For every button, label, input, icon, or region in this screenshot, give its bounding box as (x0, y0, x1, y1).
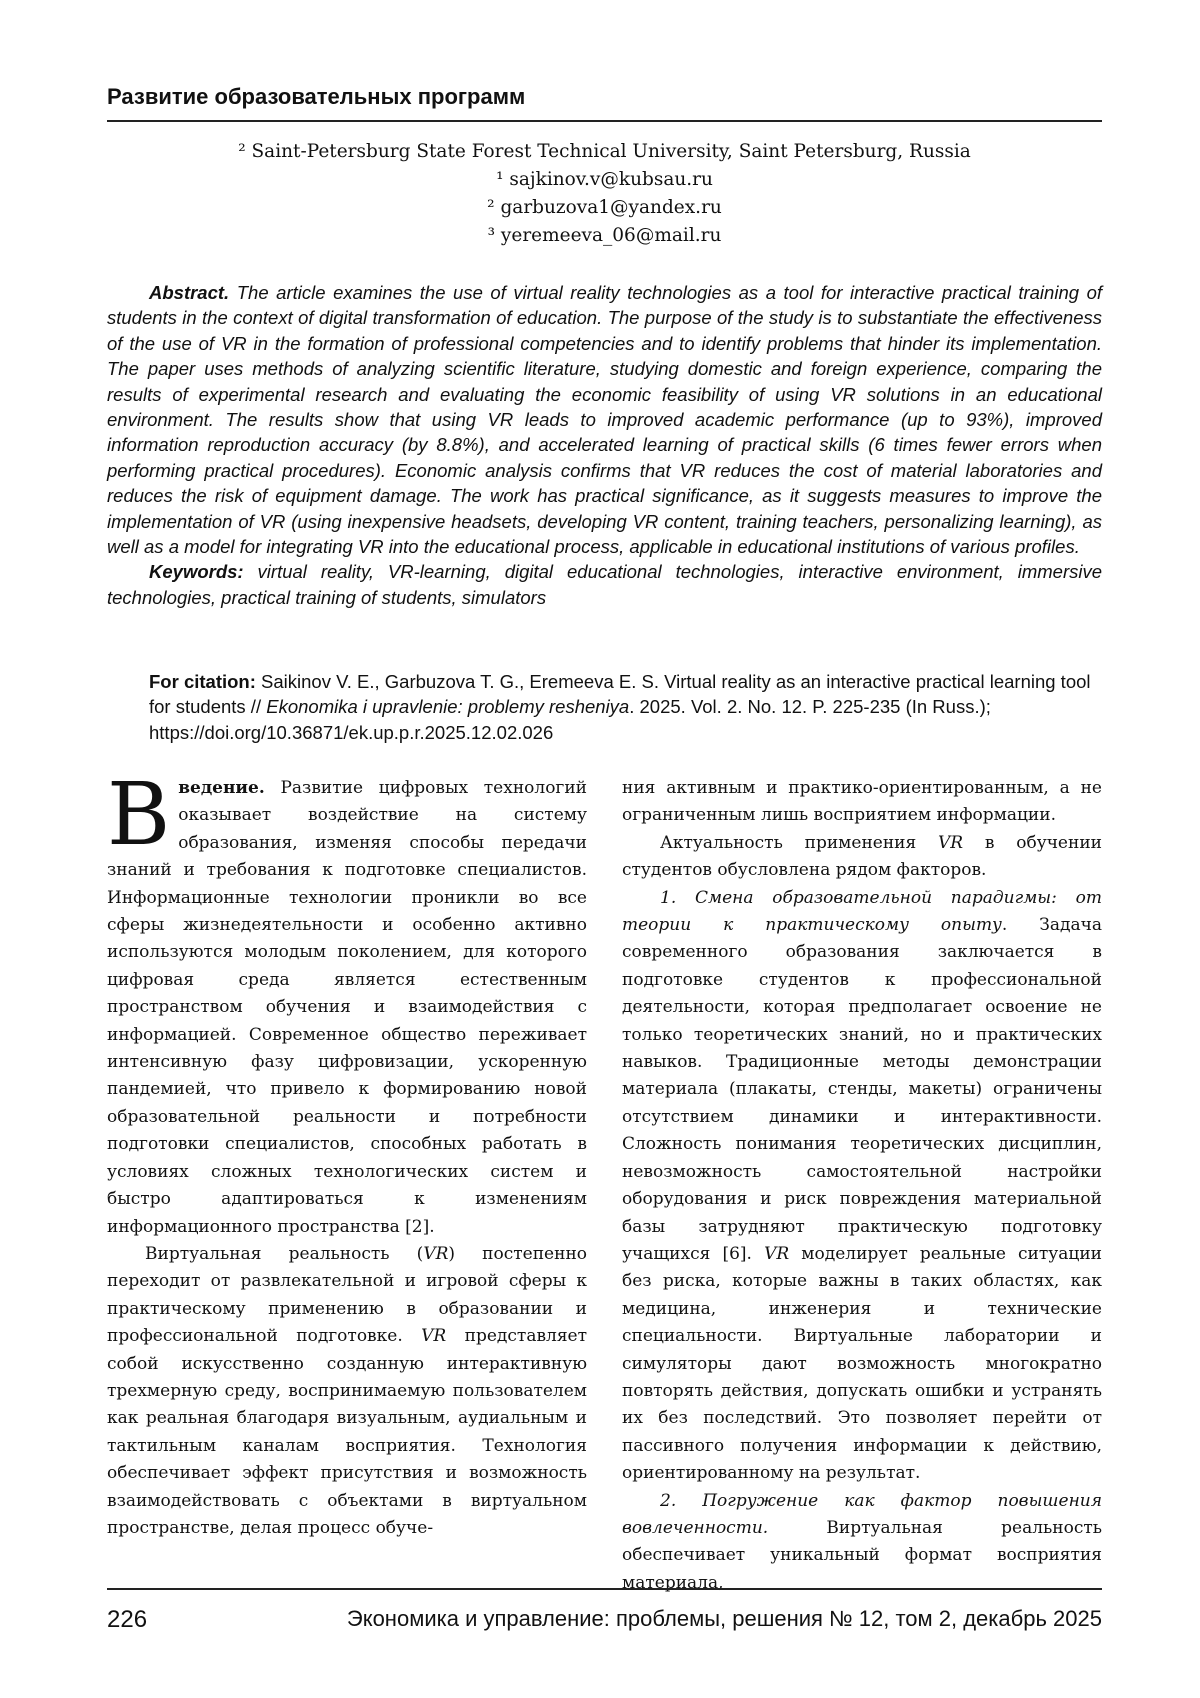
text-run: ) постепенно переходит от развлекательной и игровой сферы к практическому применению в образовании и профессиональной подготовке. (107, 1243, 588, 1347)
text-run: представляет собой искусственно созданную интерактивную трехмерную среду, воспринимаемую пользователем как реальная благодаря визуальным, аудиальным и тактильным каналам восприятия. Технология обеспечивает эффект присутствия и возможность взаимодействовать с объектами в виртуальном пространстве, делая процесс обуче- (107, 1326, 588, 1538)
keywords-label: Keywords: (149, 561, 244, 583)
drop-cap: В (107, 765, 171, 865)
vr-term: VR (764, 1243, 790, 1264)
text-run: . Задача современного образования заключается в подготовке студентов к профессиональной деятельности, которая предполагает освоение не только теоретических знаний, но и практических навыков. Традиционные методы демонстрации материала (плакаты, стенды, макеты) ограничены отсутствием динамики и интерактивности. Сложность понимания теоретических дисциплин, невозможность самостоятельной настройки оборудования и риск повреждения материальной базы затрудняют практическую подготовку учащихся [6]. (622, 915, 1102, 1264)
text-run: Виртуальная реальность обеспечивает уникальный формат восприятия материала, (622, 1517, 1103, 1593)
body-paragraph: ния активным и практико-ориентированным, а не ограниченным лишь восприятием информации. (622, 778, 1102, 826)
author-email-3[interactable]: ³ yeremeeva_06@mail.ru (487, 225, 722, 246)
text-run: в обучении студентов обусловлена рядом факторов. (622, 832, 1102, 881)
intro-text: Развитие цифровых технологий оказывает воздействие на систему образования, изменяя способы передачи знаний и требования к подготовке специалистов. Информационные технологии проникли во все сферы жизнедеятельности и особенно активно используются молодым поколением, для которого цифровая среда является естественным пространством обучения и взаимодействия с информацией. Современное общество переживает интенсивную фазу цифровизации, ускоренную пандемией, что привело к формированию новой образовательной реальности и потребности подготовки специалистов, способных работать в условиях сложных технологических систем и быстро адаптироваться к изменениям информационного пространства [2]. (107, 778, 587, 1237)
page-number: 226 (107, 1606, 148, 1633)
body-paragraph (622, 1488, 1102, 1598)
keywords-text: virtual reality, VR-learning, digital educational technologies, interactive environment, immersive technologies, practical training of students, simulators (107, 561, 1102, 608)
citation-block (149, 669, 1102, 745)
citation-details[interactable]: . 2025. Vol. 2. No. 12. P. 225-235 (In Russ.); https://doi.org/10.36871/ek.up.p.r.2025.12.02.026 (149, 696, 991, 743)
footer-divider (107, 1588, 1102, 1590)
text-run: Виртуальная реальность ( (145, 1243, 424, 1264)
text-run: моделирует реальные ситуации без риска, которые важны в таких областях, как медицина, инженерия и технические специальности. Виртуальные лаборатории и симуляторы дают возможность многократно повторять действия, допускать ошибки и устранять их без последствий. Это позволяет перейти от пассивного получения информации к действию, ориентированному на результат. (622, 1243, 1103, 1484)
citation-journal: Ekonomika i upravlenie: problemy resheniya (266, 696, 630, 718)
affiliation-block (107, 138, 1102, 250)
body-paragraph (622, 830, 1102, 885)
section-title: Развитие образовательных программ (107, 84, 526, 109)
body-column-right (622, 775, 1102, 1597)
journal-title: Экономика и управление: проблемы, решения № 12, том 2, декабрь 2025 (346, 1606, 1102, 1631)
keywords-paragraph (107, 559, 1102, 610)
affiliation-line: ² Saint-Petersburg State Forest Technical University, Saint Petersburg, Russia (238, 141, 971, 162)
author-email-1[interactable]: ¹ sajkinov.v@kubsau.ru (496, 169, 713, 190)
abstract-paragraph (107, 280, 1102, 559)
vr-term: VR (421, 1326, 447, 1347)
subheading: 2. Погружение как фактор повышения вовлеченности. (622, 1490, 1102, 1538)
text-run: Актуальность применения (660, 832, 917, 853)
body-paragraph (107, 765, 587, 1241)
body-paragraph (107, 1241, 587, 1542)
author-email-2[interactable]: ² garbuzova1@yandex.ru (487, 197, 722, 218)
body-paragraph (622, 885, 1102, 1488)
abstract-label: Abstract. (149, 282, 230, 303)
citation-label: For citation: (149, 671, 256, 692)
abstract-text: The article examines the use of virtual reality technologies as a tool for interactive practical training of students in the context of digital transformation of education. The purpose of the study is to substantiate the effectiveness of the use of VR in the formation of professional competencies and to identify problems that hinder its implementation. The paper uses methods of analyzing scientific literature, studying domestic and foreign experience, comparing the results of experimental research and evaluating the economic feasibility of using VR solutions in an educational environment. The results show that using VR leads to improved academic performance (up to 93%), improved information reproduction accuracy (by 8.8%), and accelerated learning of practical skills (6 times fewer errors when performing practical procedures). Economic analysis confirms that VR reduces the cost of material laboratories and reduces the risk of equipment damage. The work has practical significance, as it suggests measures to improve the implementation of VR (using inexpensive headsets, developing VR content, training teachers, personalizing learning), as well as a model for integrating VR into the educational process, applicable in educational institutions of various profiles. (107, 282, 1102, 558)
vr-term: VR (938, 832, 964, 853)
body-column-left (107, 765, 588, 1542)
header-divider (107, 120, 1102, 122)
intro-heading: ведение. (178, 778, 265, 798)
subheading: 1. Смена образовательной парадигмы: от теории к практическому опыту (622, 887, 1102, 936)
citation-text: Saikinov V. E., Garbuzova T. G., Eremeeva E. S. Virtual reality as an interactive practical learning tool for students // (149, 671, 1091, 718)
abstract-section (107, 280, 1102, 610)
vr-term: VR (423, 1243, 449, 1264)
